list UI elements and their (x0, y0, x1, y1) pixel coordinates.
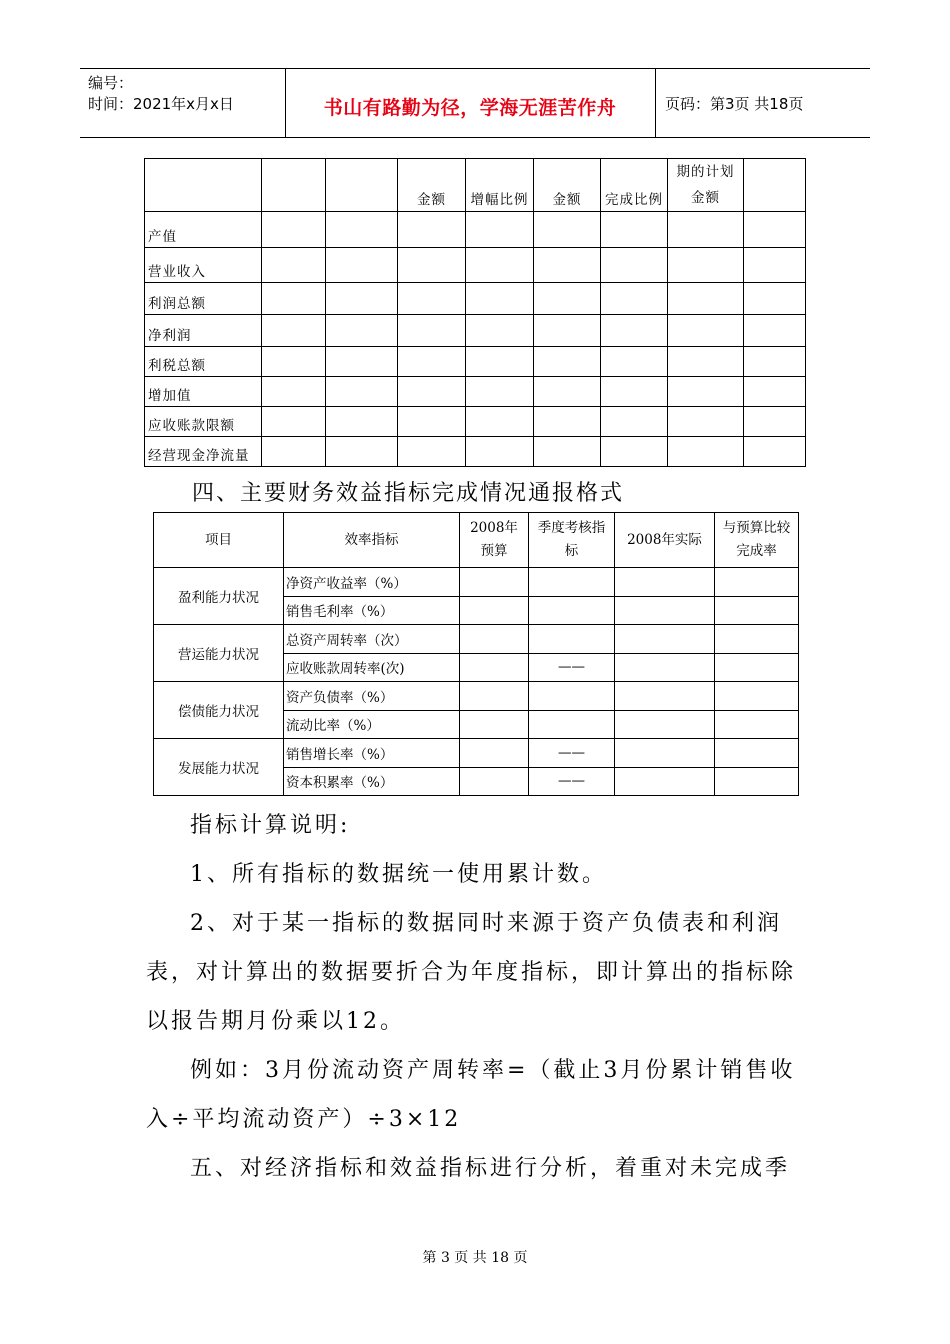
empty-cell (744, 407, 806, 437)
empty-cell (601, 212, 668, 248)
empty-cell (668, 437, 744, 467)
completion-rate-cell (715, 767, 799, 796)
table-row (145, 347, 806, 377)
empty-cell (601, 377, 668, 407)
quarter-target-cell (529, 682, 615, 711)
row-label: 经营现金净流量 (145, 437, 262, 467)
empty-cell (534, 347, 601, 377)
table-row (145, 248, 806, 283)
empty-cell (326, 283, 398, 315)
empty-cell (744, 212, 806, 248)
empty-cell (466, 347, 534, 377)
budget-cell (460, 625, 529, 654)
row-label: 应收账款限额 (145, 407, 262, 437)
table1-header-cell (145, 159, 262, 212)
notes-heading: 指标计算说明: (190, 813, 351, 838)
empty-cell (398, 437, 466, 467)
economic-indicator-table (144, 158, 806, 467)
row-label: 利税总额 (145, 347, 262, 377)
completion-rate-cell (715, 625, 799, 654)
empty-cell (262, 212, 326, 248)
actual-cell (615, 767, 715, 796)
table2-header-cell: 季度考核指 标 (529, 513, 615, 568)
table1-header-cell (744, 159, 806, 212)
actual-cell (615, 682, 715, 711)
table-row (154, 739, 799, 768)
empty-cell (466, 407, 534, 437)
category-cell: 偿债能力状况 (154, 682, 284, 739)
empty-cell (326, 377, 398, 407)
empty-cell (326, 315, 398, 347)
header-motto: 书山有路勤为径，学海无涯苦作舟 (323, 97, 617, 119)
row-label: 营业收入 (145, 248, 262, 283)
empty-cell (466, 315, 534, 347)
empty-cell (744, 377, 806, 407)
note-example: 例如：3月份流动资产周转率=（截止3月份累计销售收入÷平均流动资产）÷3×12 (146, 1058, 796, 1132)
empty-cell (744, 248, 806, 283)
budget-cell (460, 710, 529, 739)
financial-benefit-table (153, 512, 799, 796)
table-row (145, 437, 806, 467)
empty-cell (534, 407, 601, 437)
quarter-target-cell (529, 596, 615, 625)
empty-cell (398, 248, 466, 283)
header-meta (88, 73, 234, 115)
indicator-cell: 流动比率（%） (284, 710, 460, 739)
actual-cell (615, 596, 715, 625)
indicator-cell: 资本积累率（%） (284, 767, 460, 796)
calculation-notes (146, 801, 810, 1193)
budget-cell (460, 739, 529, 768)
table2-header-cell: 效率指标 (284, 513, 460, 568)
empty-cell (744, 437, 806, 467)
row-label: 增加值 (145, 377, 262, 407)
page-header (80, 68, 870, 138)
empty-cell (601, 315, 668, 347)
document-number-label: 编号： (88, 74, 134, 92)
empty-cell (326, 347, 398, 377)
empty-cell (601, 407, 668, 437)
table1-header-cell: 完成比例 (601, 159, 668, 212)
empty-cell (262, 437, 326, 467)
empty-cell (398, 212, 466, 248)
empty-cell (466, 437, 534, 467)
table1-header-cell: 增幅比例 (466, 159, 534, 212)
empty-cell (744, 283, 806, 315)
indicator-cell: 应收账款周转率(次) (284, 653, 460, 682)
empty-cell (398, 347, 466, 377)
empty-cell (262, 407, 326, 437)
completion-rate-cell (715, 682, 799, 711)
empty-cell (744, 315, 806, 347)
quarter-target-cell: —— (529, 739, 615, 768)
empty-cell (262, 347, 326, 377)
table-row (145, 315, 806, 347)
quarter-target-cell: —— (529, 767, 615, 796)
empty-cell (534, 315, 601, 347)
page-footer: 第 3 页 共 18 页 (422, 1250, 528, 1266)
table-row (145, 283, 806, 315)
empty-cell (744, 347, 806, 377)
table2-header-cell: 项目 (154, 513, 284, 568)
indicator-cell: 销售毛利率（%） (284, 596, 460, 625)
header-page-code: 页码：第3页 共18页 (665, 95, 804, 113)
header-divider (655, 69, 656, 137)
row-label: 产值 (145, 212, 262, 248)
table1-header-cell: 金额 (398, 159, 466, 212)
table-row (154, 682, 799, 711)
actual-cell (615, 568, 715, 597)
empty-cell (262, 283, 326, 315)
completion-rate-cell (715, 739, 799, 768)
empty-cell (398, 377, 466, 407)
table1-header-cell: 金额 (534, 159, 601, 212)
budget-cell (460, 767, 529, 796)
empty-cell (466, 212, 534, 248)
note-1: 1、所有指标的数据统一使用累计数。 (190, 862, 607, 887)
quarter-target-cell (529, 710, 615, 739)
document-time-label: 时间：2021年x月x日 (88, 95, 234, 113)
table-row (145, 212, 806, 248)
indicator-cell: 总资产周转率（次） (284, 625, 460, 654)
empty-cell (534, 212, 601, 248)
actual-cell (615, 739, 715, 768)
empty-cell (262, 315, 326, 347)
row-label: 净利润 (145, 315, 262, 347)
table2-header-cell: 2008年 预算 (460, 513, 529, 568)
empty-cell (398, 315, 466, 347)
table-row (145, 377, 806, 407)
empty-cell (601, 347, 668, 377)
empty-cell (601, 248, 668, 283)
quarter-target-cell (529, 625, 615, 654)
empty-cell (326, 437, 398, 467)
table1-header-cell (326, 159, 398, 212)
note-2: 2、对于某一指标的数据同时来源于资产负债表和利润表，对计算出的数据要折合为年度指标，即计算出的指标除以报告期月份乘以12。 (146, 911, 797, 1034)
empty-cell (668, 347, 744, 377)
empty-cell (398, 407, 466, 437)
quarter-target-cell: —— (529, 653, 615, 682)
empty-cell (534, 437, 601, 467)
empty-cell (668, 377, 744, 407)
empty-cell (668, 212, 744, 248)
empty-cell (668, 315, 744, 347)
row-label: 利润总额 (145, 283, 262, 315)
empty-cell (601, 283, 668, 315)
empty-cell (398, 283, 466, 315)
empty-cell (326, 212, 398, 248)
empty-cell (668, 283, 744, 315)
actual-cell (615, 710, 715, 739)
actual-cell (615, 653, 715, 682)
completion-rate-cell (715, 596, 799, 625)
table1-header-cell (262, 159, 326, 212)
table-row (145, 407, 806, 437)
empty-cell (326, 248, 398, 283)
empty-cell (466, 283, 534, 315)
table2-header-cell: 2008年实际 (615, 513, 715, 568)
completion-rate-cell (715, 653, 799, 682)
empty-cell (534, 283, 601, 315)
table1-header-cell: 期的计划 金额 (668, 159, 744, 212)
category-cell: 营运能力状况 (154, 625, 284, 682)
empty-cell (262, 377, 326, 407)
quarter-target-cell (529, 568, 615, 597)
section-5-text: 五、对经济指标和效益指标进行分析，着重对未完成季 (190, 1156, 791, 1181)
completion-rate-cell (715, 568, 799, 597)
table2-header-cell: 与预算比较 完成率 (715, 513, 799, 568)
empty-cell (326, 407, 398, 437)
empty-cell (466, 248, 534, 283)
empty-cell (668, 407, 744, 437)
budget-cell (460, 596, 529, 625)
budget-cell (460, 653, 529, 682)
section-4-title: 四、主要财务效益指标完成情况通报格式 (192, 481, 625, 506)
category-cell: 发展能力状况 (154, 739, 284, 796)
empty-cell (262, 248, 326, 283)
empty-cell (534, 248, 601, 283)
indicator-cell: 资产负债率（%） (284, 682, 460, 711)
empty-cell (534, 377, 601, 407)
budget-cell (460, 568, 529, 597)
indicator-cell: 销售增长率（%） (284, 739, 460, 768)
table-row (154, 568, 799, 597)
empty-cell (466, 377, 534, 407)
empty-cell (668, 248, 744, 283)
table-row (154, 625, 799, 654)
actual-cell (615, 625, 715, 654)
empty-cell (601, 437, 668, 467)
completion-rate-cell (715, 710, 799, 739)
category-cell: 盈利能力状况 (154, 568, 284, 625)
budget-cell (460, 682, 529, 711)
indicator-cell: 净资产收益率（%） (284, 568, 460, 597)
